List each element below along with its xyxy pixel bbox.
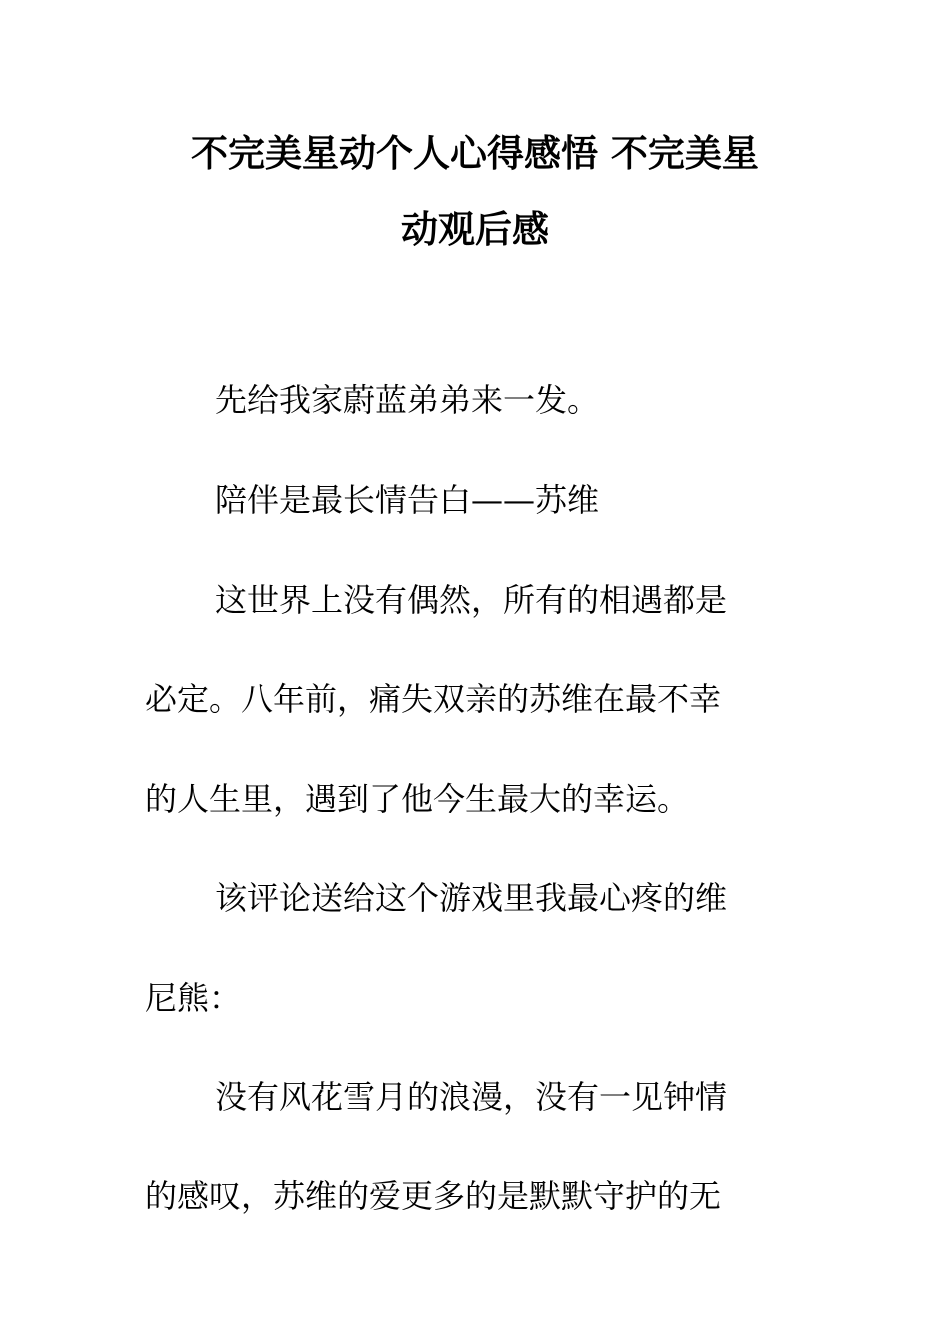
paragraph-line: 陪伴是最长情告白——苏维 bbox=[215, 481, 600, 519]
title-line-1: 不完美星动个人心得感悟 不完美星 bbox=[191, 132, 759, 175]
paragraph-line: 尼熊： bbox=[145, 979, 242, 1017]
title-line-2: 动观后感 bbox=[401, 208, 549, 251]
paragraph-line: 的人生里，遇到了他今生最大的幸运。 bbox=[145, 780, 690, 818]
paragraph-line: 先给我家蔚蓝弟弟来一发。 bbox=[215, 381, 600, 419]
paragraph-line: 该评论送给这个游戏里我最心疼的维 bbox=[215, 879, 728, 917]
document-title bbox=[145, 116, 805, 268]
paragraph-line: 没有风花雪月的浪漫，没有一见钟情 bbox=[215, 1078, 728, 1116]
paragraph-line: 的感叹，苏维的爱更多的是默默守护的无 bbox=[145, 1177, 722, 1215]
paragraph-line: 必定。八年前，痛失双亲的苏维在最不幸 bbox=[145, 680, 722, 718]
paragraph-line: 这世界上没有偶然，所有的相遇都是 bbox=[215, 581, 728, 619]
